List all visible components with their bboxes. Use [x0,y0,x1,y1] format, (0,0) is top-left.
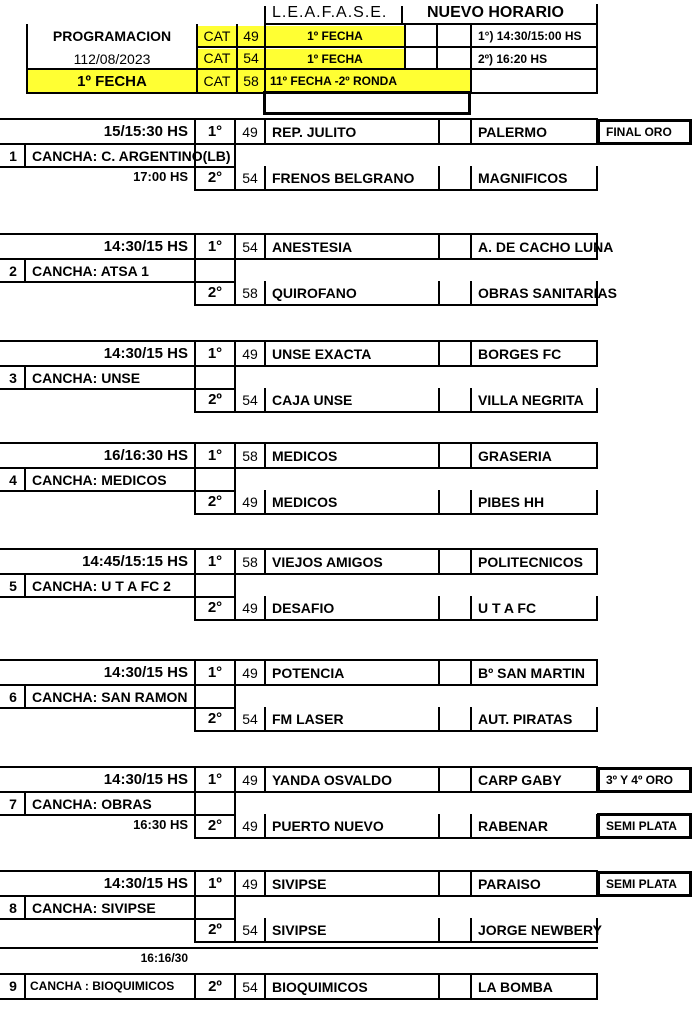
match-order: 1º [208,875,222,892]
grid-line [596,596,598,621]
match-category: 54 [242,979,258,995]
grid-line [0,233,598,235]
grid-line [596,661,598,686]
grid-line [264,814,266,839]
away-team: RABENAR [478,818,548,834]
date-label: 112/08/2023 [73,51,151,67]
grid-line [234,897,236,920]
match-order: 2° [207,493,223,510]
grid-line [264,166,266,191]
grid-line [24,973,26,998]
away-team: BORGES FC [478,346,562,362]
grid-line [194,897,196,920]
grid-line [596,973,598,998]
grid-line [596,166,598,191]
away-team: OBRAS SANITARIAS [478,285,617,301]
grid-line [0,659,598,661]
grid-line [0,895,598,897]
away-team: PALERMO [478,124,547,140]
grid-line [0,596,236,598]
away-team: VILLA NEGRITA [478,392,584,408]
grid-line [438,388,440,413]
grid-line [470,388,472,413]
grid-line [0,791,598,793]
match-category: 54 [242,170,258,186]
grid-line [0,870,598,872]
grid-line [438,166,440,191]
venue-number: 3 [9,370,17,386]
grid-line [438,768,440,793]
grid-line [470,814,472,839]
cat-label: CAT [203,73,231,89]
category-number: 54 [243,50,259,66]
grid-line [0,998,598,1000]
grid-line [470,490,472,515]
venue-number: 8 [9,900,17,916]
grid-line [438,872,440,897]
home-team: POTENCIA [272,665,345,681]
category-number: 49 [243,28,259,44]
match-order: 2º [208,391,222,408]
grid-line [264,768,266,793]
grid-line [470,281,472,306]
grid-line [264,661,266,686]
grid-line [234,793,236,816]
grid-line [438,707,440,732]
grid-line [596,490,598,515]
grid-line [438,490,440,515]
match-time: 16:16/30 [140,951,188,965]
match-tag: 3º Y 4º ORO [597,767,692,793]
match-order: 1° [207,238,223,255]
grid-line [0,684,598,686]
match-order: 1° [207,553,223,570]
grid-line [264,388,266,413]
category-round: 11º FECHA -2º RONDA [270,74,398,88]
away-team: A. DE CACHO LUNA [478,239,614,255]
grid-line [194,304,598,306]
grid-line [470,596,472,621]
venue-number: 7 [9,796,17,812]
match-time: 15/15:30 HS [103,123,188,140]
time-slot-2: 2º) 16:20 HS [478,52,548,66]
grid-line [0,340,598,342]
home-team: REP. JULITO [272,124,357,140]
grid-line [470,120,472,145]
match-order: 1° [207,345,223,362]
away-team: GRASERIA [478,448,552,464]
grid-line [234,686,236,709]
grid-line [470,550,472,575]
match-tag: FINAL ORO [597,119,692,145]
grid-line [194,513,598,515]
match-category: 49 [242,772,258,788]
grid-line [0,365,598,367]
grid-line [0,143,598,145]
venue-name: CANCHA: MEDICOS [32,472,167,488]
match-category: 58 [242,448,258,464]
match-time: 14:30/15 HS [103,345,188,362]
away-team: LA BOMBA [478,979,553,995]
grid-line [194,367,196,390]
match-order: 1° [207,123,223,140]
away-team: CARP GABY [478,772,562,788]
home-team: FM LASER [272,711,344,727]
match-time: 14:30/15 HS [103,664,188,681]
venue-name: CANCHA: ATSA 1 [32,263,149,279]
grid-line [0,947,598,949]
grid-line [264,342,266,367]
grid-line [264,490,266,515]
grid-line [470,166,472,191]
home-team: VIEJOS AMIGOS [272,554,383,570]
grid-line [194,941,598,943]
grid-line [264,120,266,145]
grid-line [194,469,196,492]
grid-line [194,575,196,598]
grid-line [194,730,598,732]
home-team: ANESTESIA [272,239,353,255]
home-team: QUIROFANO [272,285,357,301]
grid-line [264,281,266,306]
grid-line [264,872,266,897]
away-team: JORGE NEWBERY [478,922,602,938]
grid-line [438,661,440,686]
match-time: 16:30 HS [133,817,188,832]
match-order: 1° [207,447,223,464]
grid-line [438,342,440,367]
match-category: 49 [242,600,258,616]
venue-number: 1 [9,148,17,164]
grid-line [470,872,472,897]
grid-line [194,837,598,839]
away-team: AUT. PIRATAS [478,711,573,727]
home-team: CAJA UNSE [272,392,353,408]
home-team: UNSE EXACTA [272,346,372,362]
grid-line [194,189,598,191]
match-time: 14:30/15 HS [103,238,188,255]
grid-line [596,444,598,469]
grid-line [0,573,598,575]
grid-line [24,367,26,390]
grid-line [234,469,236,492]
grid-line [470,918,472,943]
match-category: 49 [242,876,258,892]
match-category: 54 [242,711,258,727]
grid-line [0,766,598,768]
match-tag: SEMI PLATA [597,871,692,897]
venue-number: 9 [9,978,17,994]
match-order: 2° [207,284,223,301]
grid-line [0,467,598,469]
grid-line [194,260,196,283]
grid-line [234,575,236,598]
venue-name: CANCHA : BIOQUIMICOS [30,979,175,993]
grid-line [264,550,266,575]
venue-name: CANCHA: C. ARGENTINO(LB) [32,148,231,164]
grid-line [24,260,26,283]
venue-name: CANCHA: U T A FC 2 [32,578,171,594]
match-order: 1° [207,771,223,788]
match-category: 49 [242,346,258,362]
venue-number: 4 [9,472,17,488]
match-order: 1° [207,664,223,681]
empty-box [263,91,471,115]
grid-line [470,235,472,260]
grid-line [264,235,266,260]
grid-line [470,444,472,469]
grid-line [596,388,598,413]
match-category: 49 [242,124,258,140]
grid-line [438,550,440,575]
grid-line [0,442,598,444]
grid-line [234,367,236,390]
grid-line [438,281,440,306]
match-time: 16/16:30 HS [103,447,188,464]
grid-line [470,707,472,732]
time-slot-1: 1°) 14:30/15:00 HS [478,29,582,43]
home-team: MEDICOS [272,494,338,510]
category-number: 58 [243,73,259,89]
away-team: PARAISO [478,876,541,892]
venue-name: CANCHA: OBRAS [32,796,152,812]
grid-line [234,145,236,168]
away-team: MAGNIFICOS [478,170,568,186]
grid-line [438,973,440,998]
home-team: PUERTO NUEVO [272,818,384,834]
venue-number: 2 [9,263,17,279]
grid-line [438,596,440,621]
venue-name: CANCHA: SIVIPSE [32,900,156,916]
venue-name: CANCHA: SAN RAMON [32,689,188,705]
away-team: POLITECNICOS [478,554,584,570]
grid-line [0,118,598,120]
grid-line [0,973,598,975]
grid-line [470,768,472,793]
home-team: MEDICOS [272,448,338,464]
grid-line [0,490,236,492]
grid-line [264,918,266,943]
match-category: 54 [242,922,258,938]
grid-line [596,550,598,575]
venue-number: 5 [9,578,17,594]
fecha-label: 1º FECHA [77,73,147,90]
match-time: 14:45/15:15 HS [82,553,188,570]
venue-name: CANCHA: UNSE [32,370,141,386]
grid-line [470,342,472,367]
grid-line [0,166,236,168]
grid-line [264,973,266,998]
home-team: DESAFIO [272,600,335,616]
grid-line [24,686,26,709]
match-order: 2° [207,710,223,727]
org-title: L.E.A.F.A.S.E. [272,4,388,21]
match-order: 2° [207,599,223,616]
grid-line [24,145,26,168]
grid-line [24,575,26,598]
match-category: 58 [242,285,258,301]
category-round: 1º FECHA [307,52,363,66]
match-category: 54 [242,239,258,255]
grid-line [438,235,440,260]
match-order: 2º [208,978,222,995]
grid-line [24,469,26,492]
match-category: 58 [242,554,258,570]
match-category: 49 [242,665,258,681]
grid-line [234,260,236,283]
programacion-label: PROGRAMACION [52,28,172,44]
grid-line [264,707,266,732]
match-order: 2° [207,169,223,186]
away-team: U T A FC [478,600,537,616]
cat-label: CAT [203,28,231,44]
match-category: 49 [242,494,258,510]
grid-line [194,793,196,816]
grid-line [0,707,236,709]
cat-label: CAT [203,50,231,66]
grid-line [596,342,598,367]
match-time: 14:30/15 HS [103,771,188,788]
grid-line [264,444,266,469]
grid-line [0,281,236,283]
away-team: PIBES HH [478,494,545,510]
home-team: BIOQUIMICOS [272,979,368,995]
grid-line [438,444,440,469]
grid-line [264,596,266,621]
grid-line [0,388,236,390]
home-team: YANDA OSVALDO [272,772,393,788]
grid-line [0,814,236,816]
match-tag: SEMI PLATA [597,813,692,839]
grid-line [24,793,26,816]
home-team: SIVIPSE [272,876,327,892]
match-category: 49 [242,818,258,834]
grid-line [0,548,598,550]
grid-line [438,814,440,839]
match-order: 2° [207,817,223,834]
match-category: 54 [242,392,258,408]
match-time: 14:30/15 HS [103,875,188,892]
grid-line [24,897,26,920]
grid-line [194,411,598,413]
schedule-title: NUEVO HORARIO [427,4,564,21]
category-round: 1º FECHA [307,29,363,43]
grid-line [194,686,196,709]
home-team: SIVIPSE [272,922,327,938]
grid-line [0,258,598,260]
home-team: FRENOS BELGRANO [272,170,415,186]
grid-line [438,918,440,943]
match-order: 2º [208,921,222,938]
match-time: 17:00 HS [133,169,188,184]
away-team: Bº SAN MARTIN [478,665,585,681]
grid-line [596,707,598,732]
venue-number: 6 [9,689,17,705]
grid-line [470,973,472,998]
grid-line [194,619,598,621]
grid-line [0,918,236,920]
grid-line [438,120,440,145]
grid-line [470,661,472,686]
